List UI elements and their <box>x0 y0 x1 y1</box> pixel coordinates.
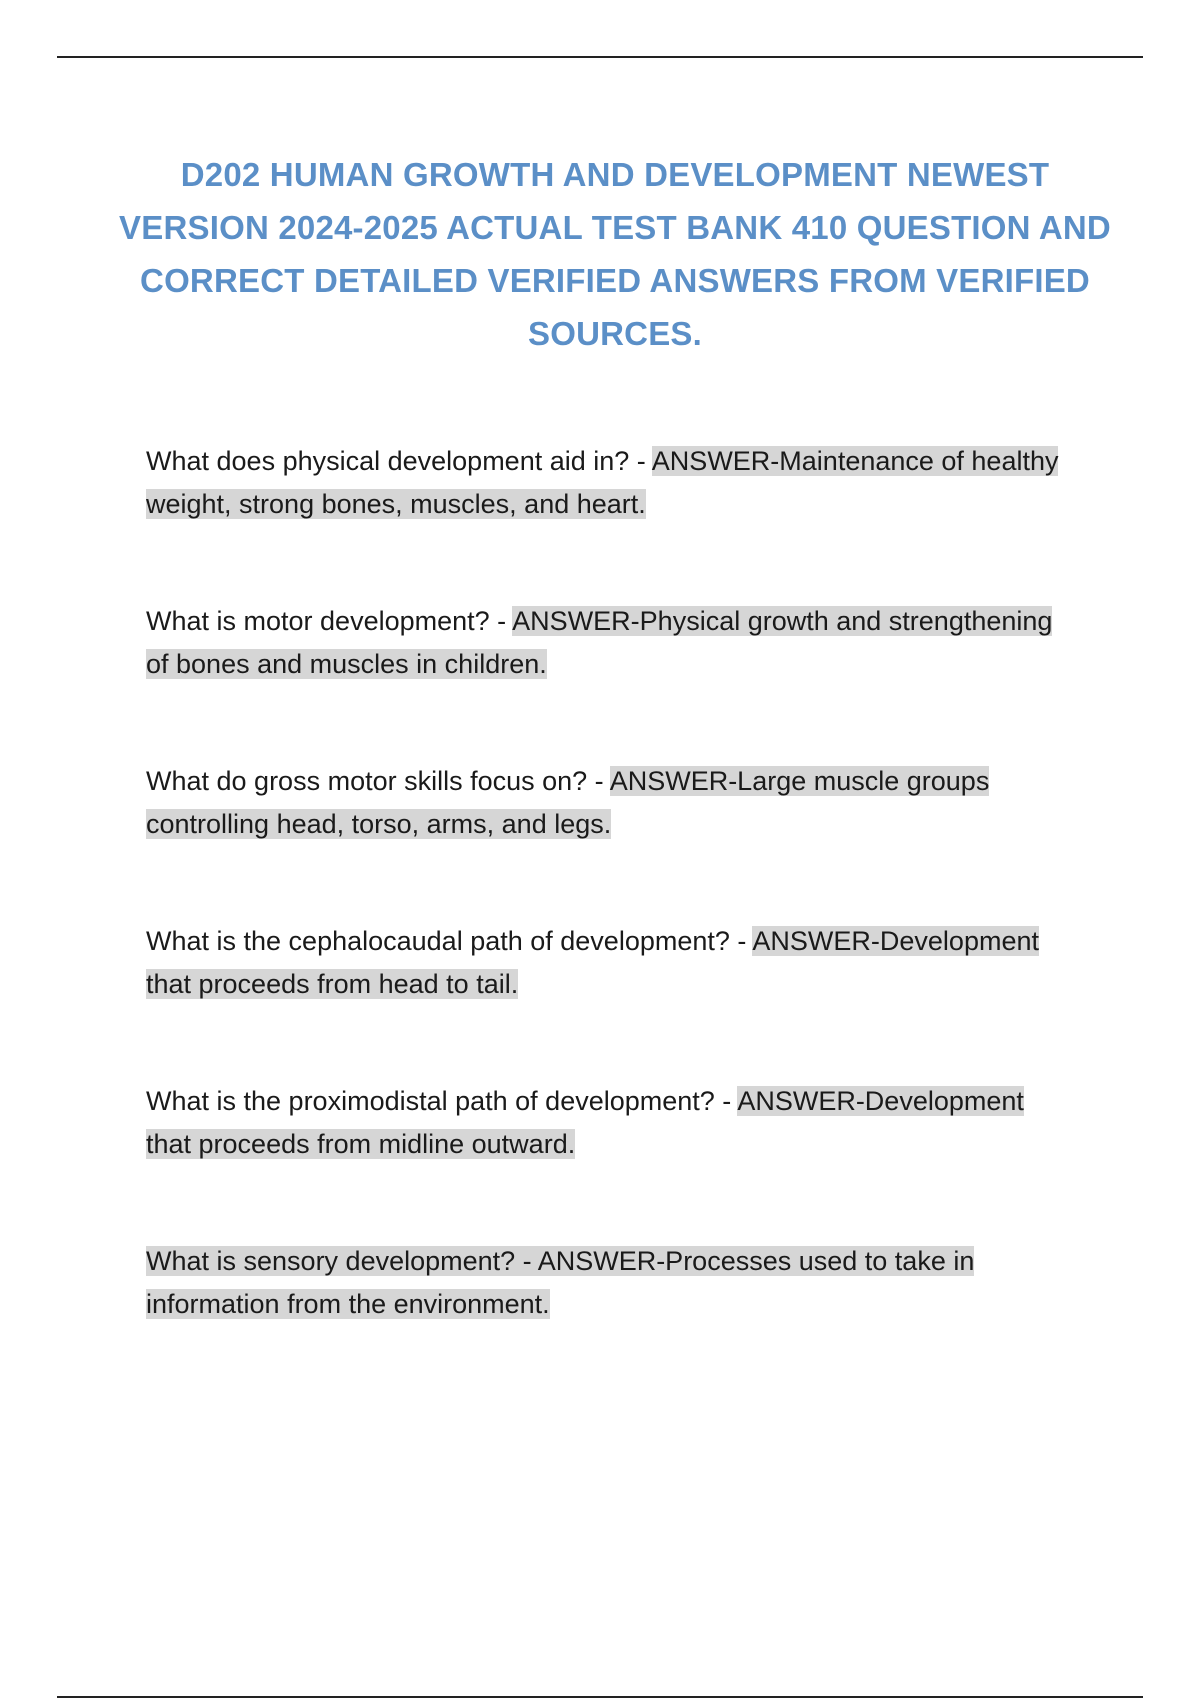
answer-text: ANSWER-Large muscle groups controlling head, torso, arms, and legs. <box>146 766 990 839</box>
question-text: What is sensory development? - <box>146 1246 538 1276</box>
qa-item <box>146 920 1066 1006</box>
qa-item <box>146 760 1066 846</box>
answer-text: ANSWER-Development that proceeds from midline outward. <box>146 1086 1024 1159</box>
answer-text: ANSWER-Maintenance of healthy weight, strong bones, muscles, and heart. <box>146 446 1059 519</box>
top-rule <box>57 56 1143 58</box>
answer-text: ANSWER-Physical growth and strengthening of bones and muscles in children. <box>146 606 1053 679</box>
bottom-rule <box>57 1696 1143 1698</box>
qa-item <box>146 1080 1066 1166</box>
question-text: What is motor development? - <box>146 606 513 636</box>
question-text: What is the proximodistal path of development? - <box>146 1086 738 1116</box>
question-text: What is the cephalocaudal path of development? - <box>146 926 753 956</box>
qa-item <box>146 600 1066 686</box>
answer-text: ANSWER-Development that proceeds from head to tail. <box>146 926 1039 999</box>
question-text: What does physical development aid in? - <box>146 446 652 476</box>
qa-list <box>146 440 1066 1326</box>
qa-item <box>146 1240 1066 1326</box>
question-text: What do gross motor skills focus on? - <box>146 766 610 796</box>
answer-text: ANSWER-Processes used to take in information from the environment. <box>146 1246 975 1319</box>
document-title: D202 HUMAN GROWTH AND DEVELOPMENT NEWEST VERSION 2024-2025 ACTUAL TEST BANK 410 QUESTION AND CORRECT DETAILED VERIFIED ANSWERS FROM VERIFIED SOURCES. <box>119 156 1111 352</box>
qa-item <box>146 440 1066 526</box>
